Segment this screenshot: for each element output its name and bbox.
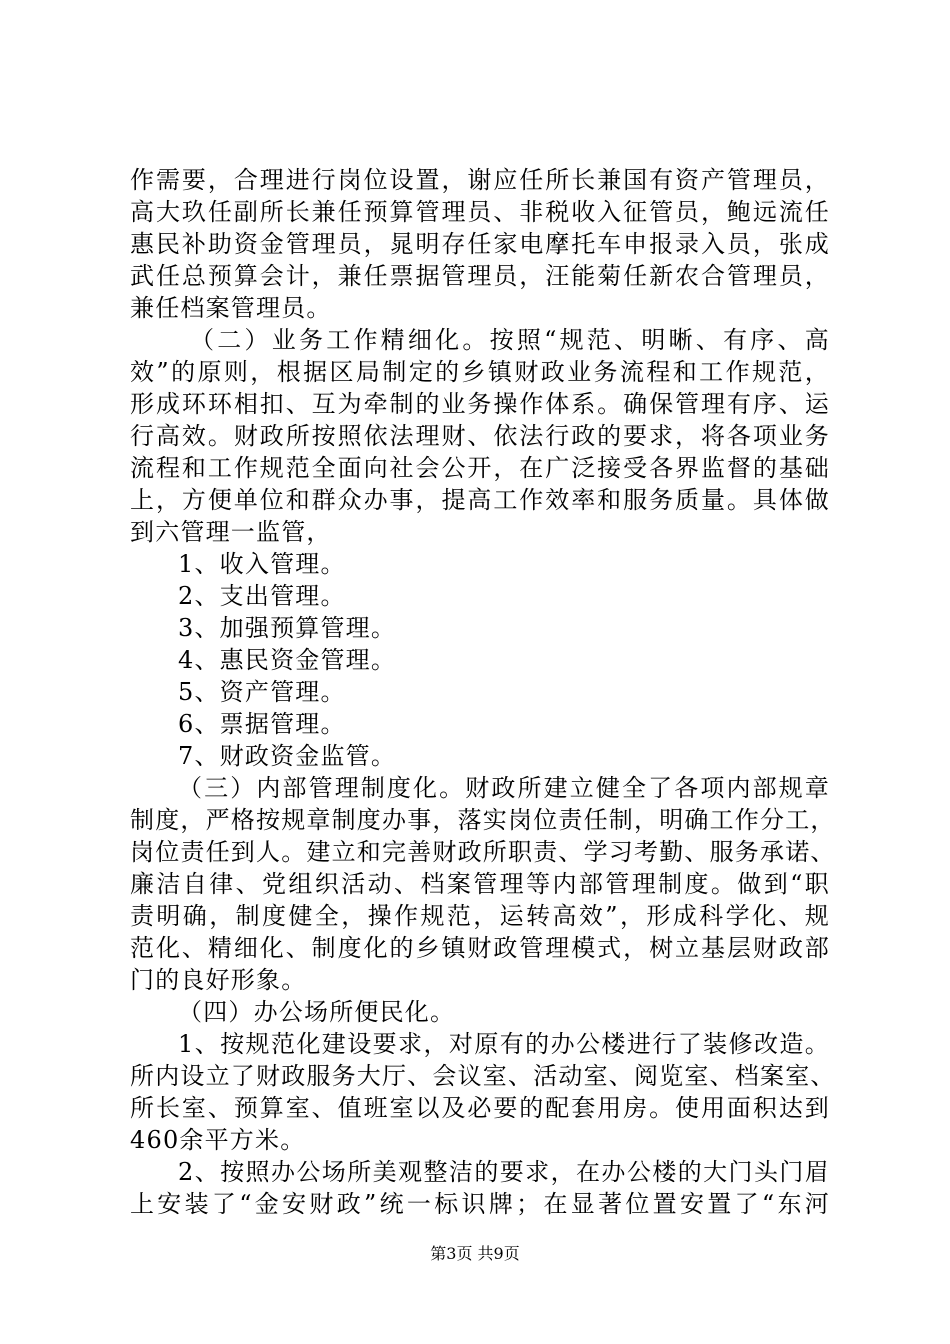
text-line: 惠民补助资金管理员，晁明存任家电摩托车申报录入员，张成 — [130, 230, 830, 258]
section-heading-4: （四）办公场所便民化。 — [178, 998, 456, 1026]
text-line: 460余平方米。 — [130, 1126, 306, 1154]
text-line: 效”的原则，根据区局制定的乡镇财政业务流程和工作规范， — [130, 358, 830, 386]
text-line: 1、按规范化建设要求，对原有的办公楼进行了装修改造。 — [178, 1030, 830, 1058]
text-line: 作需要，合理进行岗位设置，谢应任所长兼国有资产管理员， — [130, 166, 830, 194]
text-line: 廉洁自律、党组织活动、档案管理等内部管理制度。做到“职 — [130, 870, 830, 898]
text-line: 高大玖任副所长兼任预算管理员、非税收入征管员，鲍远流任 — [130, 198, 830, 226]
text-line: 岗位责任到人。建立和完善财政所职责、学习考勤、服务承诺、 — [130, 838, 836, 866]
section-heading-2: （二）业务工作精细化。按照“规范、明晰、有序、高 — [190, 326, 830, 354]
section-heading-3: （三）内部管理制度化。财政所建立健全了各项内部规章 — [178, 774, 830, 802]
text-line: 门的良好形象。 — [130, 966, 307, 994]
page-number-label: 第3页 共9页 — [430, 1244, 520, 1263]
text-line: 兼任档案管理员。 — [130, 294, 332, 322]
text-line: 责明确，制度健全，操作规范，运转高效”，形成科学化、规 — [130, 902, 830, 930]
text-line: 上安装了“金安财政”统一标识牌；在显著位置安置了“东河 — [130, 1190, 830, 1218]
text-line: 上，方便单位和群众办事，提高工作效率和服务质量。具体做 — [130, 486, 830, 514]
page-footer — [0, 1244, 950, 1264]
text-line: 范化、精细化、制度化的乡镇财政管理模式，树立基层财政部 — [130, 934, 830, 962]
list-item: 1、收入管理。 — [178, 550, 346, 578]
text-line: 形成环环相扣、互为牵制的业务操作体系。确保管理有序、运 — [130, 390, 830, 418]
text-line: 武任总预算会计，兼任票据管理员，汪能菊任新农合管理员， — [130, 262, 830, 290]
list-item: 2、支出管理。 — [178, 582, 346, 610]
list-item: 4、惠民资金管理。 — [178, 646, 397, 674]
text-line: 所长室、预算室、值班室以及必要的配套用房。使用面积达到 — [130, 1094, 830, 1122]
text-line: 所内设立了财政服务大厅、会议室、活动室、阅览室、档案室、 — [130, 1062, 836, 1090]
text-line: 到六管理一监管， — [130, 518, 332, 546]
text-line: 行高效。财政所按照依法理财、依法行政的要求，将各项业务 — [130, 422, 830, 450]
list-item: 7、财政资金监管。 — [178, 742, 397, 770]
text-line: 2、按照办公场所美观整洁的要求，在办公楼的大门头门眉 — [178, 1158, 830, 1186]
list-item: 5、资产管理。 — [178, 678, 346, 706]
list-item: 6、票据管理。 — [178, 710, 346, 738]
body-text — [130, 164, 836, 1220]
text-line: 流程和工作规范全面向社会公开，在广泛接受各界监督的基础 — [130, 454, 830, 482]
list-item: 3、加强预算管理。 — [178, 614, 397, 642]
text-line: 制度，严格按规章制度办事，落实岗位责任制，明确工作分工， — [130, 806, 836, 834]
